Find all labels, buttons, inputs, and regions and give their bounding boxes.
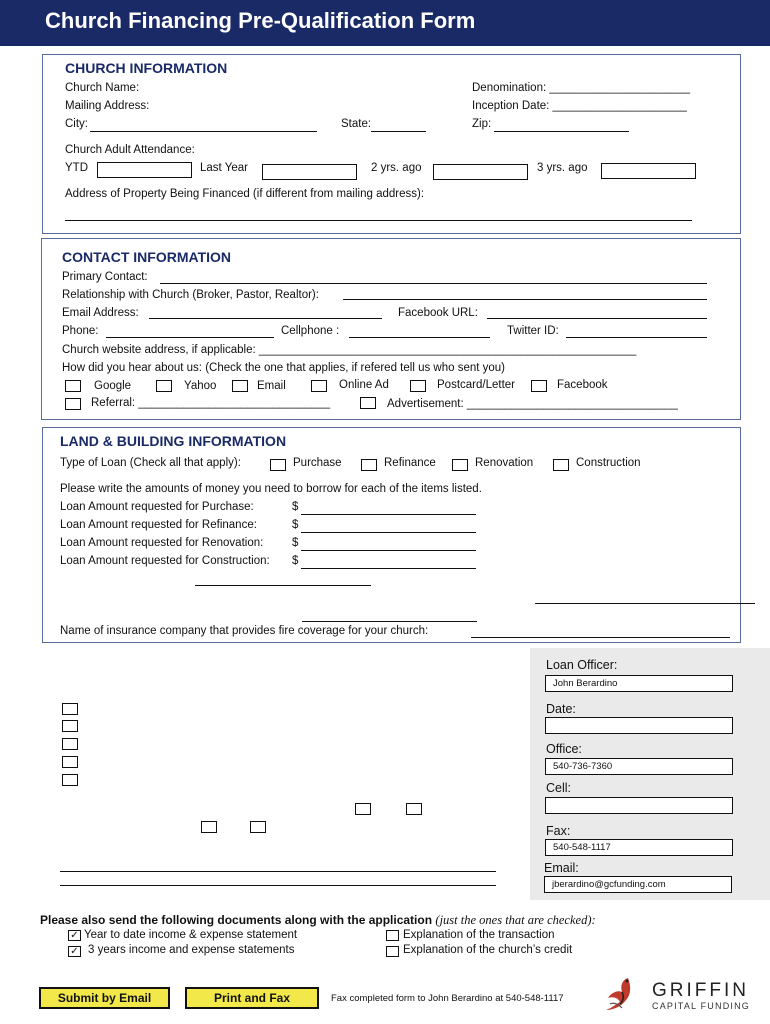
blank-field[interactable] [535,603,755,604]
phone-label: Phone: [62,325,99,337]
date-field[interactable] [545,717,733,734]
blank-checkbox[interactable] [201,821,217,833]
advertisement-checkbox[interactable] [360,397,376,409]
yahoo-label: Yahoo [184,380,217,392]
blank-field[interactable] [60,871,496,872]
zip-label: Zip: [472,118,492,130]
blank-checkbox[interactable] [62,774,78,786]
logo-subtitle: CAPITAL FUNDING [652,1001,751,1011]
blank-field[interactable] [195,585,371,586]
blank-checkbox[interactable] [62,720,78,732]
zip-field[interactable] [494,131,629,132]
submit-email-button[interactable]: Submit by Email [39,987,170,1009]
postcard-checkbox[interactable] [410,380,426,392]
facebook-url-field[interactable] [487,318,707,319]
online-ad-label: Online Ad [339,379,389,391]
purchase-checkbox[interactable] [270,459,286,471]
state-field[interactable] [371,131,426,132]
amount-refinance-label: Loan Amount requested for Refinance: [60,519,257,531]
loan-officer-field[interactable]: John Berardino [545,675,733,692]
dollar-sign: $ [292,501,299,513]
amount-construction-field[interactable] [301,568,476,569]
cell-field[interactable] [545,797,733,814]
amount-refinance-field[interactable] [301,532,476,533]
email-address-field[interactable] [149,318,382,319]
yahoo-checkbox[interactable] [156,380,172,392]
fax-note: Fax completed form to John Berardino at 540-548-1117 [331,993,564,1004]
amount-instructions: Please write the amounts of money you need to borrow for each of the items listed. [60,483,482,495]
blank-checkbox[interactable] [406,803,422,815]
office-label: Office: [546,742,582,756]
online-ad-checkbox[interactable] [311,380,327,392]
amount-purchase-field[interactable] [301,514,476,515]
last-year-label: Last Year [200,162,248,174]
email-address-label: Email Address: [62,307,139,319]
three-years-label: 3 years income and expense statements [88,944,295,956]
documents-intro-note: (just the ones that are checked): [435,913,596,927]
insurance-field[interactable] [471,637,730,638]
hear-about-label: How did you hear about us: (Check the one that applies, if refered tell us who sent you) [62,362,506,374]
cellphone-field[interactable] [349,337,490,338]
facebook-label: Facebook [557,379,608,391]
google-label: Google [94,380,132,392]
amount-construction-label: Loan Amount requested for Construction: [60,555,270,567]
loan-officer-label: Loan Officer: [546,658,618,672]
refinance-checkbox[interactable] [361,459,377,471]
print-fax-button[interactable]: Print and Fax [185,987,319,1009]
inception-date-label[interactable]: Inception Date: _____________________ [472,100,687,112]
explanation-credit-checkbox[interactable] [386,946,399,957]
state-label: State: [341,118,372,130]
griffin-logo [600,974,770,1018]
amount-renovation-label: Loan Amount requested for Renovation: [60,537,264,549]
email-label: Email: [544,861,579,875]
twitter-field[interactable] [566,337,707,338]
church-info-heading: CHURCH INFORMATION [65,60,228,76]
blank-field[interactable] [302,621,477,622]
ytd-income-label: Year to date income & expense statement [84,929,298,941]
property-address-field[interactable] [65,220,692,221]
blank-field[interactable] [60,885,496,886]
loan-type-label: Type of Loan (Check all that apply): [60,457,241,469]
twitter-label: Twitter ID: [507,325,559,337]
amount-renovation-field[interactable] [301,550,476,551]
date-label: Date: [546,702,576,716]
email-checkbox[interactable] [232,380,248,392]
city-field[interactable] [90,131,317,132]
three-yrs-label: 3 yrs. ago [537,162,588,174]
city-label: City: [65,118,88,130]
fax-field[interactable]: 540-548-1117 [545,839,733,856]
three-years-checkbox[interactable]: ✓ [68,946,81,957]
contact-info-section [41,238,741,420]
blank-checkbox[interactable] [62,738,78,750]
advertisement-label[interactable]: Advertisement: _________________________________ [387,398,678,410]
website-label[interactable]: Church website address, if applicable: ___________________________________________________________ [62,344,637,356]
fax-label: Fax: [546,824,571,838]
cellphone-label: Cellphone : [281,325,340,337]
referral-checkbox[interactable] [65,398,81,410]
referral-label[interactable]: Referral: ______________________________ [91,397,331,409]
explanation-tx-label: Explanation of the transaction [403,929,555,941]
dollar-sign: $ [292,555,299,567]
email-field[interactable]: jberardino@gcfunding.com [544,876,732,893]
dollar-sign: $ [292,537,299,549]
explanation-credit-label: Explanation of the church’s credit [403,944,573,956]
two-yrs-label: 2 yrs. ago [371,162,422,174]
email-option-label: Email [257,380,286,392]
facebook-checkbox[interactable] [531,380,547,392]
logo-name: GRIFFIN [652,980,749,1001]
blank-checkbox[interactable] [62,756,78,768]
griffin-bird-icon [600,974,642,1014]
title-bar [0,0,770,46]
two-yrs-attendance-field[interactable] [433,164,528,180]
purchase-label: Purchase [293,457,342,469]
primary-contact-field[interactable] [160,283,707,284]
relationship-field[interactable] [343,299,707,300]
construction-checkbox[interactable] [553,459,569,471]
dollar-sign: $ [292,519,299,531]
ytd-attendance-field[interactable] [97,162,192,178]
postcard-label: Postcard/Letter [437,379,515,391]
explanation-tx-checkbox[interactable] [386,930,399,941]
documents-intro [40,913,596,928]
blank-checkbox[interactable] [355,803,371,815]
refinance-label: Refinance [384,457,436,469]
phone-field[interactable] [106,337,274,338]
primary-contact-label: Primary Contact: [62,271,148,283]
construction-label: Construction [576,457,641,469]
ytd-income-checkbox[interactable]: ✓ [68,930,81,941]
property-address-label: Address of Property Being Financed (if different from mailing address): [65,188,425,200]
land-building-heading: LAND & BUILDING INFORMATION [60,433,287,449]
relationship-label: Relationship with Church (Broker, Pastor, Realtor): [62,289,319,301]
blank-checkbox[interactable] [62,703,78,715]
facebook-url-label: Facebook URL: [398,307,478,319]
ytd-label: YTD [65,162,88,174]
cell-label: Cell: [546,781,572,795]
three-yrs-attendance-field[interactable] [601,163,696,179]
documents-intro-text: Please also send the following documents along with the application [40,913,433,927]
renovation-checkbox[interactable] [452,459,468,471]
attendance-label: Church Adult Attendance: [65,144,195,156]
blank-checkbox[interactable] [250,821,266,833]
google-checkbox[interactable] [65,380,81,392]
mailing-address-label: Mailing Address: [65,100,150,112]
amount-purchase-label: Loan Amount requested for Purchase: [60,501,254,513]
page-title: Church Financing Pre-Qualification Form [45,8,476,33]
last-year-attendance-field[interactable] [262,164,357,180]
renovation-label: Renovation [475,457,534,469]
insurance-label: Name of insurance company that provides fire coverage for your church: [60,625,429,637]
office-field[interactable]: 540-736-7360 [545,758,733,775]
denomination-label[interactable]: Denomination: ______________________ [472,82,691,94]
church-name-label: Church Name: [65,82,140,94]
contact-info-heading: CONTACT INFORMATION [62,249,232,265]
